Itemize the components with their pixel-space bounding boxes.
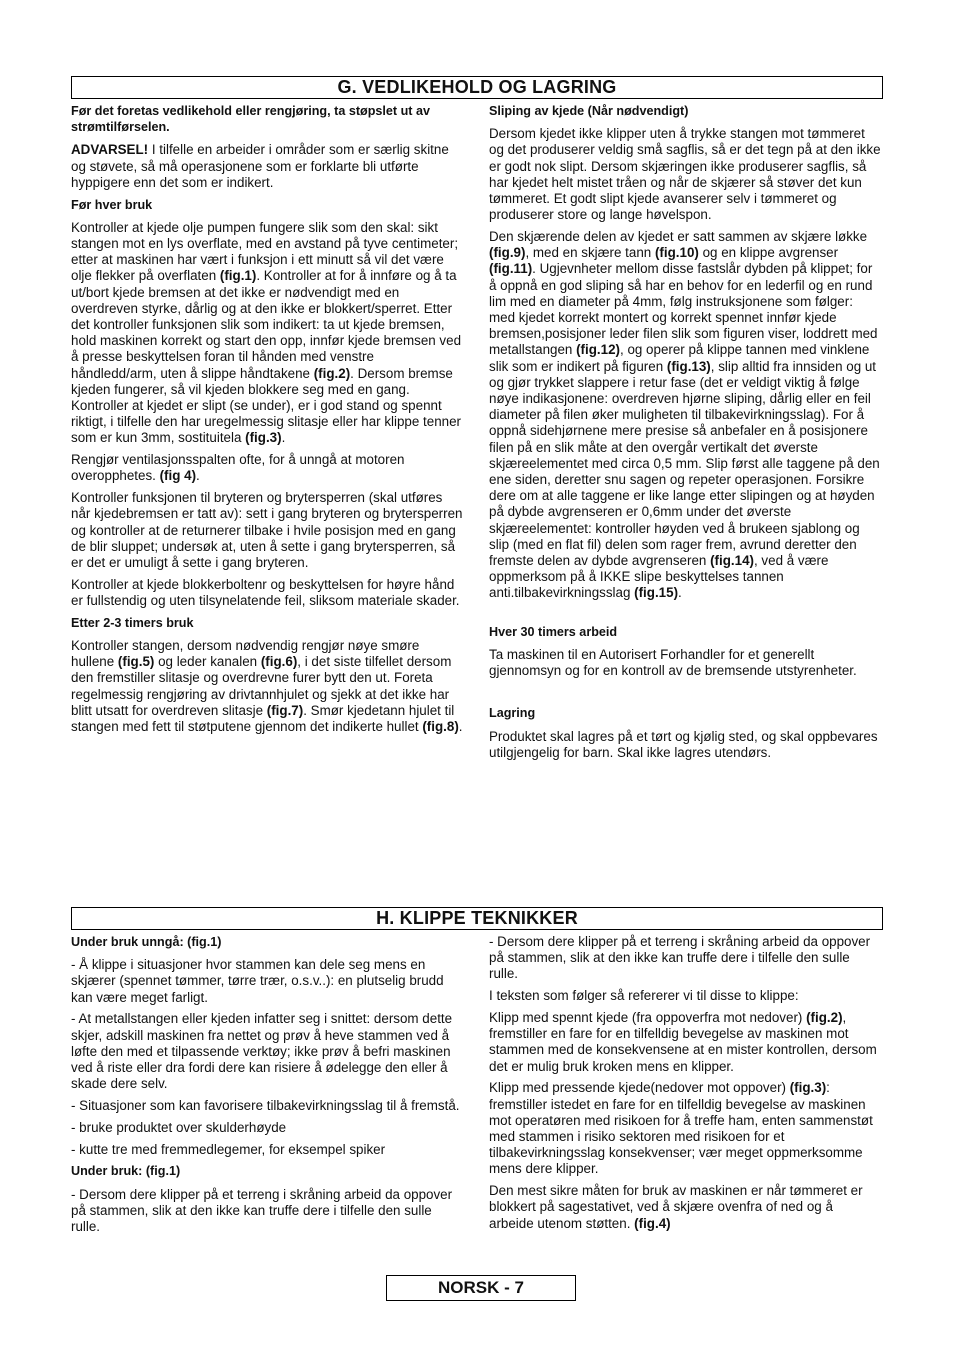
intro-warning: Før det foretas vedlikehold eller rengjøring, ta støpslet ut av strømtilførselen. bbox=[71, 104, 430, 135]
heading-avoid: Under bruk unngå: (fig.1) bbox=[71, 935, 222, 949]
fig-ref: (fig.14) bbox=[710, 553, 754, 569]
section-g-left-column bbox=[71, 103, 463, 741]
page-number-label: NORSK - 7 bbox=[386, 1275, 576, 1301]
list-item: - Å klippe i situasjoner hvor stammen kan dele seg mens en skjærer (spennet tømmer, tørre trær, o.s.v..): en plutselig brudd kan være meget farligt. bbox=[71, 957, 444, 1005]
section-g-right-column bbox=[489, 103, 881, 767]
fig-ref: (fig.8) bbox=[422, 719, 459, 735]
list-item: - At metallstangen eller kjeden infatter seg i snittet: dersom dette skjer, adskill maskinen fra nettet og prøv å heve stammen ved å løfte den med et tilpassende verktøy; ikke prøv å befri maskinen ved å riste eller dra fordi dere kan risiere å ødelegge den eller å skade dere selv. bbox=[71, 1011, 453, 1092]
section-h-right-column bbox=[489, 934, 881, 1237]
fig-ref: (fig.12) bbox=[576, 342, 620, 358]
paragraph-bolt-guard: Kontroller at kjede blokkerboltenr og beskyttelsen for høyre hånd er fullstendig og uten tilsynelatende feil, sliksom materiale skader. bbox=[71, 576, 460, 609]
paragraph-switch: Kontroller funksjonen til bryteren og brytersperren (skal utføres når kjedebremsen er tatt av): sett i gang bryteren og brytersperren og kontroller at de returnerer tilbake i hvile posisjon med en gang de blir sluppet; undersøk at, uten å sette i gang brytersperren, så er det er umuligt å sette i gang bryteren. bbox=[71, 490, 463, 571]
paragraph-ventilation: Rengjør ventilasjonsspalten ofte, for å unngå at motoren overopphetes. (fig 4). bbox=[71, 452, 405, 484]
heading-before-use: Før hver bruk bbox=[71, 197, 153, 212]
advarsel-label: ADVARSEL! bbox=[71, 142, 149, 158]
fig-ref: (fig.5) bbox=[117, 654, 155, 670]
list-item: - Dersom dere klipper på et terreng i skråning arbeid da oppover på stammen, slik at den ikke kan truffe dere i tilfelle den sulle rulle. bbox=[489, 934, 871, 982]
paragraph-safest-method: Den mest sikre måten for bruk av maskinen er når tømmeret er blokkert på sagestativet, ved å skjære ovenfra of ned og å arbeide utenom støtten. (fig.4) bbox=[489, 1183, 863, 1231]
paragraph-storage: Produktet skal lagres på et tørt og kjølig sted, og skal oppbevares utilgjengelig for barn. Skal ikke lagres utendørs. bbox=[489, 728, 878, 760]
list-item: - bruke produktet over skulderhøyde bbox=[71, 1119, 287, 1135]
list-item: - kutte tre med fremmedlegemer, for eksempel spiker bbox=[71, 1141, 386, 1157]
fig-ref: (fig.2) bbox=[313, 365, 351, 381]
fig-ref: (fig.3) bbox=[789, 1080, 827, 1096]
fig-ref: (fig.6) bbox=[260, 654, 298, 670]
fig-ref: (fig.2) bbox=[806, 1010, 843, 1025]
heading-sharpening: Sliping av kjede (Når nødvendigt) bbox=[489, 104, 689, 118]
heading-30-hours: Hver 30 timers arbeid bbox=[489, 624, 618, 639]
section-h-title: H. KLIPPE TEKNIKKER bbox=[71, 907, 883, 930]
fig-ref: (fig.9) bbox=[489, 245, 526, 261]
fig-ref: (fig.7) bbox=[266, 702, 304, 718]
paragraph-dealer-service: Ta maskinen til en Autorisert Forhandler for et generellt gjennomsyn og for en kontroll av de bremsende utstyrenheter. bbox=[489, 646, 857, 679]
paragraph-cut-pushing: Klipp med pressende kjede(nedover mot oppover) (fig.3): fremstiller istedet en fare for en tilfelldig bevegelse av maskinen mot operatøren med risikoen for å treffe ham, enten sammenstøt med stammen i risiko sektoren med risikoen for et tilbakevirkningsslag konsekvenser; vær meget oppmerksomme mens dere klipper. bbox=[489, 1080, 873, 1177]
advarsel-paragraph: ADVARSEL! I tilfelle en arbeider i områder som er særlig skitne og støvete, så må operasjonene som er forklarte bli utførte hyppigere enn det som er indikert. bbox=[71, 142, 449, 190]
fig-ref: (fig.3) bbox=[245, 430, 282, 446]
paragraph-oil-brake: Kontroller at kjede olje pumpen fungere slik som den skal: sikt stangen mot en lys overflate, med en avstand på tyve centimeter; etter at maskinen har vært i funksjon i ett minutt så vil det være olje flekker på overflaten (fig.1). Kontroller at for å innføre og å ta ut/bort kjede bremsen at det ikke er nødvendigt med en overdreven styrke, dårlig og at den ikke er blokkert/sperret. Etter det kontroller funksjonen slik som indikert: ta ut kjede bremsen, hold maskinen korrekt og start den opp, innfør kjede bremsen ved å presse beskyttelsen foran til hånden med venstre håndledd/arm, uten å slippe håndtakene (fig.2). Dersom bremse kjeden fungerer, så vil kjeden blokkere seg med en gang. Kontroller at kjedet er slipt (se under), er i god stand og spennt riktigt, i tilfelle den har uregelmessig slitasje eller har klippe tenner som er kun 3mm, sostituitela (fig.3). bbox=[71, 219, 462, 446]
paragraph-intro-cuts: I teksten som følger så refererer vi til disse to klippe: bbox=[489, 988, 799, 1004]
heading-storage: Lagring bbox=[489, 706, 536, 721]
paragraph-cut-pulling: Klipp med spennt kjede (fra oppoverfra mot nedover) (fig.2), fremstiller en fare for en tilfelldig bevegelse av maskinen mot stammen med de konsekvensene at en mister kontrollen, dersom det er mulig bruk kroken mens en klipper. bbox=[489, 1010, 877, 1074]
paragraph-sharpening-procedure: Den skjærende delen av kjedet er satt sammen av skjære løkke (fig.9), med en skjære tann (fig.10) og en klippe avgrenser (fig.11). Ugjevnheter mellom disse fastslår dybden på klippet; for å oppnå en god sliping så har en behov for en lederfil og en rund lim med en diameter på 4mm, følg instruksjonene som følger: med kjedet korrekt montert og korrekt spennet innfør kjede bremsen,posisjoner leder filen slik som figuren viser, loddrett med metallstangen (fig.12), og operer på klippe tannen med vinklene slik som er indikert på figuren (fig.13), slip alltid fra innsiden og ut og gjør trykket slappere i retur fase (det er veldigt viktig å følge nøye indikasjonene: overdreven hjørne sliping, dårlig eller en feil diameter på filen øker muligheten til tilbakevirkningsslag). For å oppnå sidehjørnene mere presise så anbefaler en å posisjonere filen på en slik måte at den overgår vertikalt det øverste skjæreelementet med circa 0,5 mm. Slip først alle taggene på den ene siden, deretter snu sagen og repeter operasjonen. Forsikre dere om at alle taggene er like lange etter slipingen og at høyden på dybde avgrenseren er 0,6mm under det øverste skjæreelementet: kontroller høyden ved å brukeen sjablong og slip (med en flat fil) delen som rager frem, avrund deretter den fremste delen av dybde avgrenseren (fig.14), ved å være oppmerksom på å IKKE slipe beskyttelses tannen anti.tilbakevirkningsslag (fig.15). bbox=[489, 229, 880, 601]
fig-ref: (fig.11) bbox=[489, 261, 533, 277]
fig-ref: (fig.10) bbox=[654, 245, 699, 261]
paragraph-sharpening-signs: Dersom kjedet ikke klipper uten å trykke stangen mot tømmeret og det produserer veldig små sagflis, så er det tegn på at den ikke er godt nok slipt. Dersom skjæringen ikke produserer sagflis, så har kjedet helt mistet tråen og når de skjærer så støver det kun tømmeret. Et godt slipt kjede avanserer selv i tømmeret og produserer store og lange høvelspon. bbox=[489, 126, 881, 223]
fig-ref: (fig.13) bbox=[666, 358, 711, 374]
section-g-title: G. VEDLIKEHOLD OG LAGRING bbox=[71, 76, 883, 99]
paragraph-bar-maintenance: Kontroller stangen, dersom nødvendig rengjør nøye smøre hullene (fig.5) og leder kanalen (fig.6), i det siste tilfellet dersom den fremstiller slitasje og overdrevne furer bytt den ut. Foreta regelmessig rengjøring av drivtannhjulet og sjekk at det ikke har blitt utsatt for overdreven slitasje (fig.7). Smør kjedetann hjulet til stangen med fett til støtputene gjennom det indikerte hullet (fig.8). bbox=[71, 638, 463, 735]
fig-ref: (fig.4) bbox=[634, 1215, 671, 1231]
fig-ref: (fig.1) bbox=[219, 268, 257, 284]
list-item: - Situasjoner som kan favorisere tilbakevirkningsslag til å fremstå. bbox=[71, 1098, 460, 1114]
fig-ref: (fig 4) bbox=[159, 468, 197, 484]
heading-during-use: Under bruk: (fig.1) bbox=[71, 1164, 181, 1179]
section-h-left-column bbox=[71, 934, 463, 1241]
fig-ref: (fig.15) bbox=[634, 585, 679, 601]
list-item: - Dersom dere klipper på et terreng i skråning arbeid da oppover på stammen, slik at den ikke kan truffe dere i tilfelle den sulle rulle. bbox=[71, 1186, 453, 1235]
heading-after-use: Etter 2-3 timers bruk bbox=[71, 615, 194, 630]
